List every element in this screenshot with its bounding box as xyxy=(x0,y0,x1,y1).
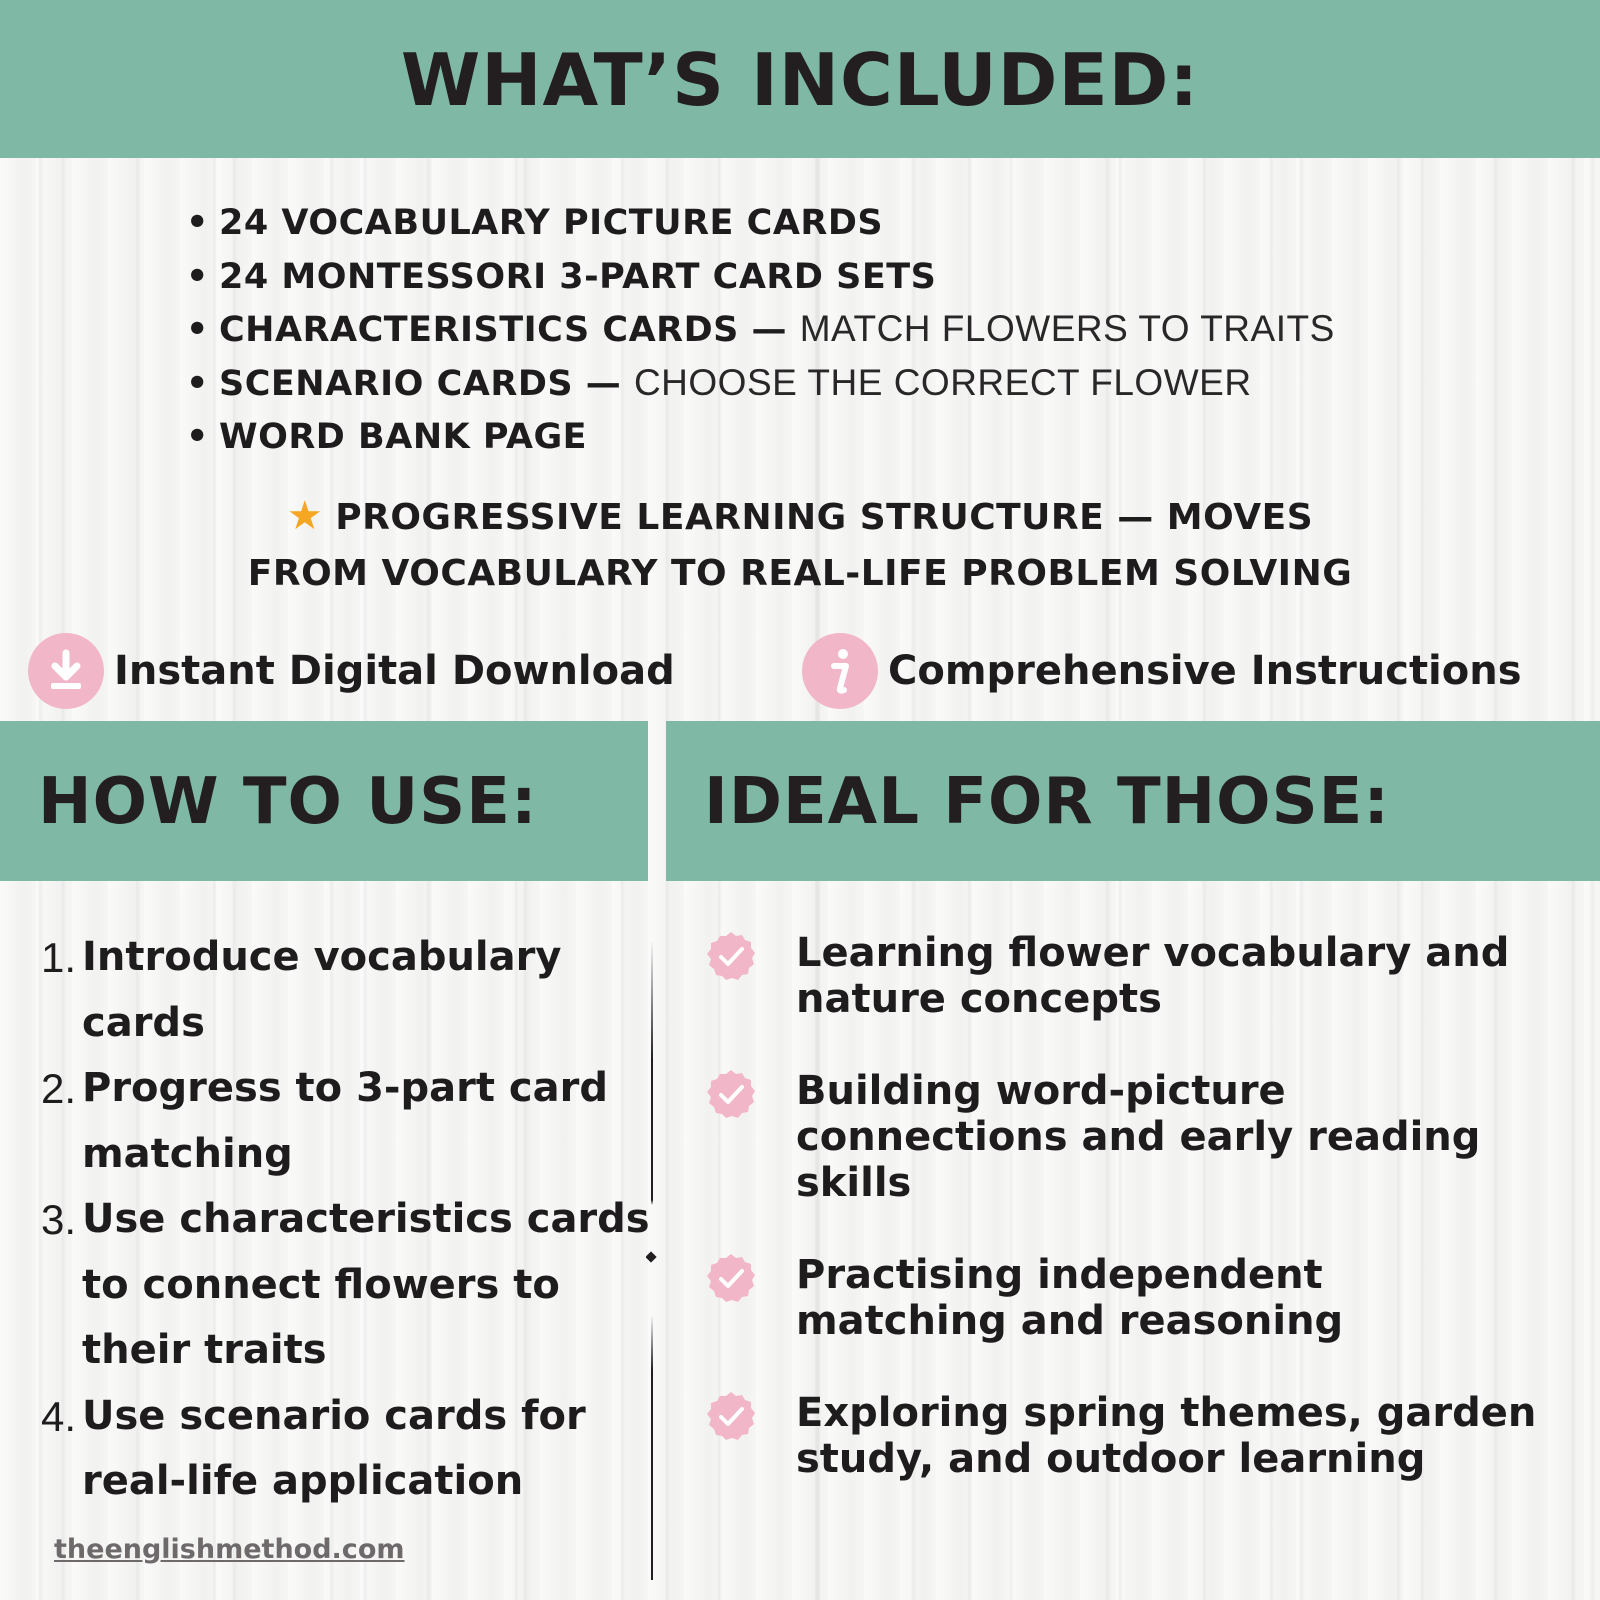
star-icon: ★ xyxy=(286,493,324,539)
included-item: • 24 VOCABULARY PICTURE CARDS xyxy=(186,203,884,243)
footer-site-link[interactable]: theenglishmethod.com xyxy=(54,1534,405,1565)
feature-instructions-label: Comprehensive Instructions xyxy=(888,648,1522,694)
included-item: • CHARACTERISTICS CARDS — MATCH FLOWERS TO TRAITS xyxy=(186,308,1335,350)
how-to-use-band xyxy=(0,721,648,881)
feature-download-label: Instant Digital Download xyxy=(114,648,675,694)
step-item: 3. Use characteristics cards to connect flowers to their traits xyxy=(40,1196,650,1373)
check-badge-icon xyxy=(705,1390,757,1442)
how-to-use-title: HOW TO USE: xyxy=(38,765,538,839)
ideal-for-band xyxy=(666,721,1600,881)
step-item: 1. Introduce vocabulary cards xyxy=(40,934,562,1046)
step-item: 2. Progress to 3-part card matching xyxy=(40,1065,608,1177)
how-to-use-steps xyxy=(30,925,662,1515)
column-divider xyxy=(646,940,658,1580)
check-badge-icon xyxy=(705,930,757,982)
info-icon xyxy=(802,633,878,709)
download-icon xyxy=(28,633,104,709)
step-item: 4. Use scenario cards for real-life application xyxy=(40,1392,586,1504)
check-badge-icon xyxy=(705,1068,757,1120)
included-item: • 24 MONTESSORI 3-PART CARD SETS xyxy=(186,256,937,297)
included-item: • SCENARIO CARDS — CHOOSE THE CORRECT FLOWER xyxy=(186,361,1252,404)
page-title: WHAT’S INCLUDED: xyxy=(400,38,1200,122)
included-list xyxy=(186,196,1335,464)
header-band xyxy=(0,0,1600,158)
check-badge-icon xyxy=(705,1252,757,1304)
feature-download xyxy=(28,633,675,709)
feature-instructions xyxy=(802,633,1522,709)
included-item: • WORD BANK PAGE xyxy=(186,417,588,457)
progressive-note: ★ PROGRESSIVE LEARNING STRUCTURE — MOVES FROM VOCABULARY TO REAL-LIFE PROBLEM SOLVING xyxy=(247,493,1353,594)
ideal-for-title: IDEAL FOR THOSE: xyxy=(704,765,1390,839)
